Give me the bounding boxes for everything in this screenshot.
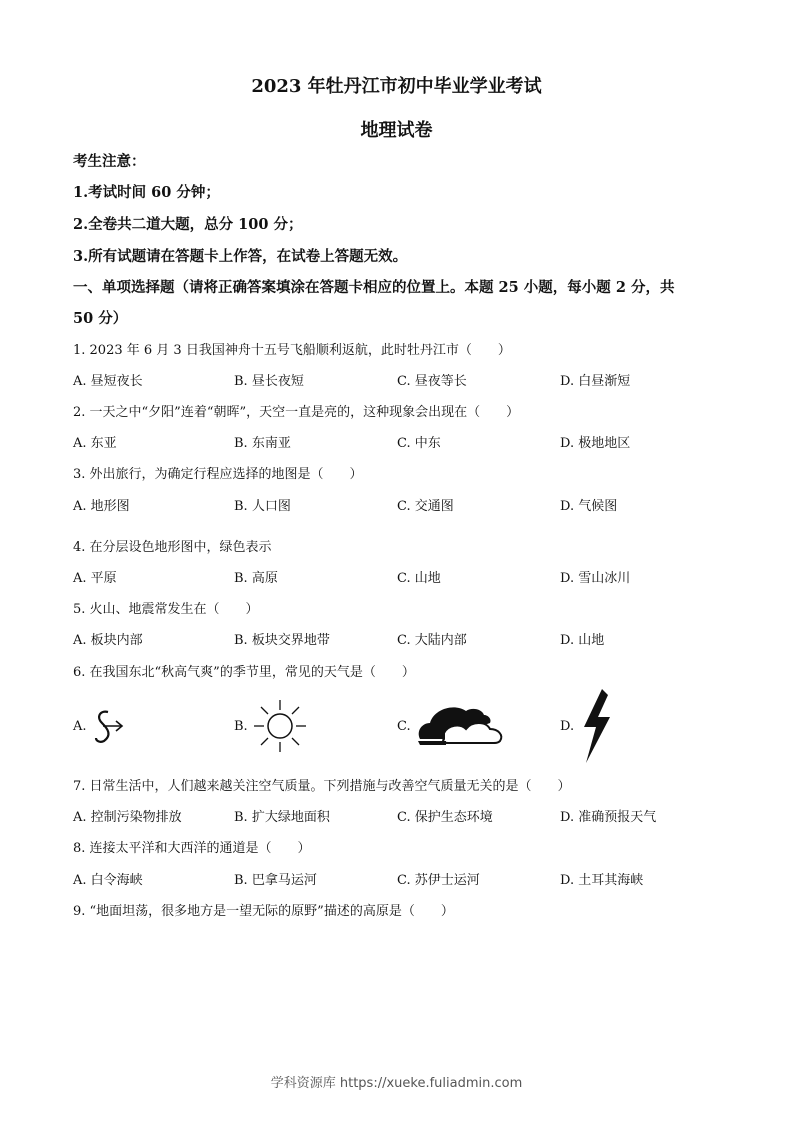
question-8: 8. 连接太平洋和大西洋的通道是（ ）: [73, 841, 311, 856]
option-b: B. 东南亚: [234, 436, 291, 451]
question-3: 3. 外出旅行，为确定行程应选择的地图是（ ）: [73, 467, 363, 482]
option-b: B. 板块交界地带: [234, 633, 330, 648]
option-c: C. 大陆内部: [397, 633, 467, 648]
option-c: C.: [397, 719, 411, 734]
option-b: B. 昼长夜短: [234, 374, 304, 389]
question-6: 6. 在我国东北“秋高气爽”的季节里，常见的天气是（ ）: [73, 665, 415, 680]
question-7: 7. 日常生活中，人们越来越关注空气质量。下列措施与改善空气质量无关的是（ ）: [73, 779, 571, 794]
notice-heading: 考生注意：: [73, 153, 146, 170]
sun-icon: [252, 698, 308, 754]
lightning-icon: [578, 689, 614, 763]
question-5: 5. 火山、地震常发生在（ ）: [73, 602, 259, 617]
option-c: C. 苏伊士运河: [397, 873, 480, 888]
question-2: 2. 一天之中“夕阳”连着“朝晖”，天空一直是亮的，这种现象会出现在（ ）: [73, 405, 520, 420]
notice-item: 1.考试时间 60 分钟；: [73, 184, 220, 201]
option-c: C. 交通图: [397, 499, 454, 514]
option-d: D. 白昼渐短: [560, 374, 631, 389]
option-d: D. 雪山冰川: [560, 571, 631, 586]
option-d: D. 极地地区: [560, 436, 631, 451]
question-1: 1. 2023 年 6 月 3 日我国神舟十五号飞船顺利返航，此时牡丹江市（ ）: [73, 343, 511, 358]
exam-subtitle: 地理试卷: [360, 120, 433, 141]
option-b: B. 人口图: [234, 499, 291, 514]
option-b: B. 扩大绿地面积: [234, 810, 330, 825]
option-a: A.: [73, 719, 87, 734]
exam-title: 2023 年牡丹江市初中毕业学业考试: [251, 76, 542, 97]
option-c: C. 中东: [397, 436, 441, 451]
notice-item: 2.全卷共二道大题，总分 100 分；: [73, 216, 303, 233]
option-a: A. 控制污染物排放: [73, 810, 182, 825]
section-heading: 一、单项选择题（请将正确答案填涂在答题卡相应的位置上。本题 25 小题，每小题 2 分，共: [73, 279, 675, 296]
option-d: D. 准确预报天气: [560, 810, 657, 825]
question-4: 4. 在分层设色地形图中，绿色表示: [73, 540, 272, 555]
option-c: C. 保护生态环境: [397, 810, 493, 825]
option-d: D. 土耳其海峡: [560, 873, 644, 888]
section-heading-cont: 50 分）: [73, 310, 128, 327]
option-a: A. 板块内部: [73, 633, 143, 648]
notice-item: 3.所有试题请在答题卡上作答，在试卷上答题无效。: [73, 248, 408, 265]
option-d: D. 山地: [560, 633, 605, 648]
wind-icon: [90, 705, 126, 747]
option-b: B.: [234, 719, 248, 734]
question-9: 9. “地面坦荡，很多地方是一望无际的原野”描述的高原是（ ）: [73, 904, 454, 919]
option-b: B. 巴拿马运河: [234, 873, 317, 888]
option-b: B. 高原: [234, 571, 278, 586]
option-a: A. 昼短夜长: [73, 374, 143, 389]
option-a: A. 平原: [73, 571, 117, 586]
option-a: A. 白令海峡: [73, 873, 143, 888]
footer-watermark: 学科资源库 https://xueke.fuliadmin.com: [270, 1076, 523, 1091]
option-a: A. 东亚: [73, 436, 117, 451]
option-d: D.: [560, 719, 575, 734]
option-c: C. 昼夜等长: [397, 374, 467, 389]
option-a: A. 地形图: [73, 499, 130, 514]
option-c: C. 山地: [397, 571, 441, 586]
option-d: D. 气候图: [560, 499, 618, 514]
cloudy-icon: [414, 701, 506, 747]
